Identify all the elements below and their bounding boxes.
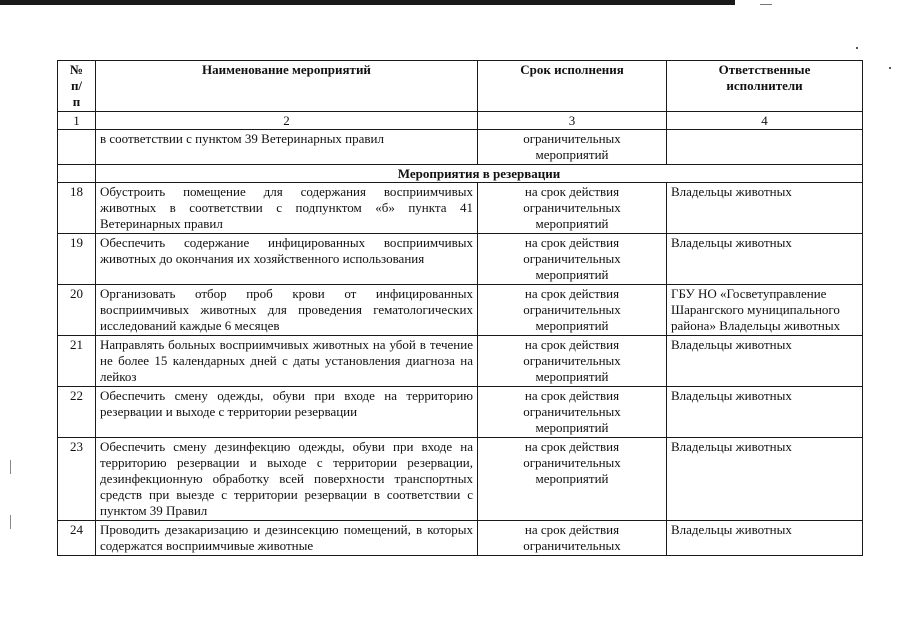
- row-name: Обеспечить содержание инфицированных восприимчивых животных до окончания их хозяйственного использования: [96, 234, 478, 285]
- row-resp: Владельцы животных: [667, 387, 863, 438]
- table-row: [58, 234, 863, 285]
- row-name: Обустроить помещение для содержания восприимчивых животных в соответствии с подпунктом «б» пункта 41 Ветеринарных правил: [96, 183, 478, 234]
- continuation-row: [58, 130, 863, 165]
- header-name: Наименование мероприятий: [96, 61, 478, 112]
- row-term: на срок действия ограничительных мероприятий: [478, 336, 667, 387]
- row-resp: Владельцы животных: [667, 521, 863, 556]
- row-num: [58, 130, 96, 165]
- row-num: 24: [58, 521, 96, 556]
- row-num: 23: [58, 438, 96, 521]
- row-resp: Владельцы животных: [667, 234, 863, 285]
- row-resp: Владельцы животных: [667, 336, 863, 387]
- column-numbers-row: [58, 112, 863, 130]
- row-term: ограничительных мероприятий: [478, 130, 667, 165]
- row-term: на срок действия ограничительных мероприятий: [478, 183, 667, 234]
- table-row: [58, 183, 863, 234]
- row-name: Направлять больных восприимчивых животных на убой в течение не более 15 календарных дней с даты установления диагноза на лейкоз: [96, 336, 478, 387]
- table-header-row: [58, 61, 863, 112]
- table-row: [58, 521, 863, 556]
- scan-speck: [856, 47, 858, 49]
- scan-speck: [889, 67, 891, 69]
- row-resp: [667, 130, 863, 165]
- scan-mark: [10, 515, 11, 529]
- section-row: [58, 165, 863, 183]
- header-num: № п/п: [58, 61, 96, 112]
- section-num-cell: [58, 165, 96, 183]
- row-num: 21: [58, 336, 96, 387]
- row-term: на срок действия ограничительных мероприятий: [478, 234, 667, 285]
- section-title: Мероприятия в резервации: [96, 165, 863, 183]
- row-name: Проводить дезакаризацию и дезинсекцию помещений, в которых содержатся восприимчивые животные: [96, 521, 478, 556]
- scan-top-border: [0, 0, 735, 5]
- row-num: 20: [58, 285, 96, 336]
- row-term: на срок действия ограничительных мероприятий: [478, 285, 667, 336]
- scan-mark: [760, 4, 772, 5]
- row-num: 18: [58, 183, 96, 234]
- row-name: Организовать отбор проб крови от инфицированных восприимчивых животных для проведения гематологических исследований каждые 6 месяцев: [96, 285, 478, 336]
- row-num: 19: [58, 234, 96, 285]
- row-name: Обеспечить смену дезинфекцию одежды, обуви при входе на территорию резервации и выходе с территории резервации, дезинфекционную обработку всей поверхности транспортных средств при выезде с территории резервации в соответствии с пунктом 39 Правил: [96, 438, 478, 521]
- row-resp: Владельцы животных: [667, 183, 863, 234]
- column-number: 3: [478, 112, 667, 130]
- header-resp: Ответственные исполнители: [667, 61, 863, 112]
- header-term: Срок исполнения: [478, 61, 667, 112]
- table-row: [58, 285, 863, 336]
- table-row: [58, 387, 863, 438]
- table-row: [58, 438, 863, 521]
- measures-table: [57, 60, 863, 556]
- column-number: 1: [58, 112, 96, 130]
- row-resp: Владельцы животных: [667, 438, 863, 521]
- column-number: 2: [96, 112, 478, 130]
- table-row: [58, 336, 863, 387]
- row-term: на срок действия ограничительных мероприятий: [478, 387, 667, 438]
- row-term: на срок действия ограничительных: [478, 521, 667, 556]
- column-number: 4: [667, 112, 863, 130]
- row-name: Обеспечить смену одежды, обуви при входе на территорию резервации и выходе с территории резервации: [96, 387, 478, 438]
- scan-mark: [10, 460, 11, 474]
- row-term: на срок действия ограничительных мероприятий: [478, 438, 667, 521]
- row-resp: ГБУ НО «Госветуправление Шарангского муниципального района» Владельцы животных: [667, 285, 863, 336]
- row-name: в соответствии с пунктом 39 Ветеринарных правил: [96, 130, 478, 165]
- row-num: 22: [58, 387, 96, 438]
